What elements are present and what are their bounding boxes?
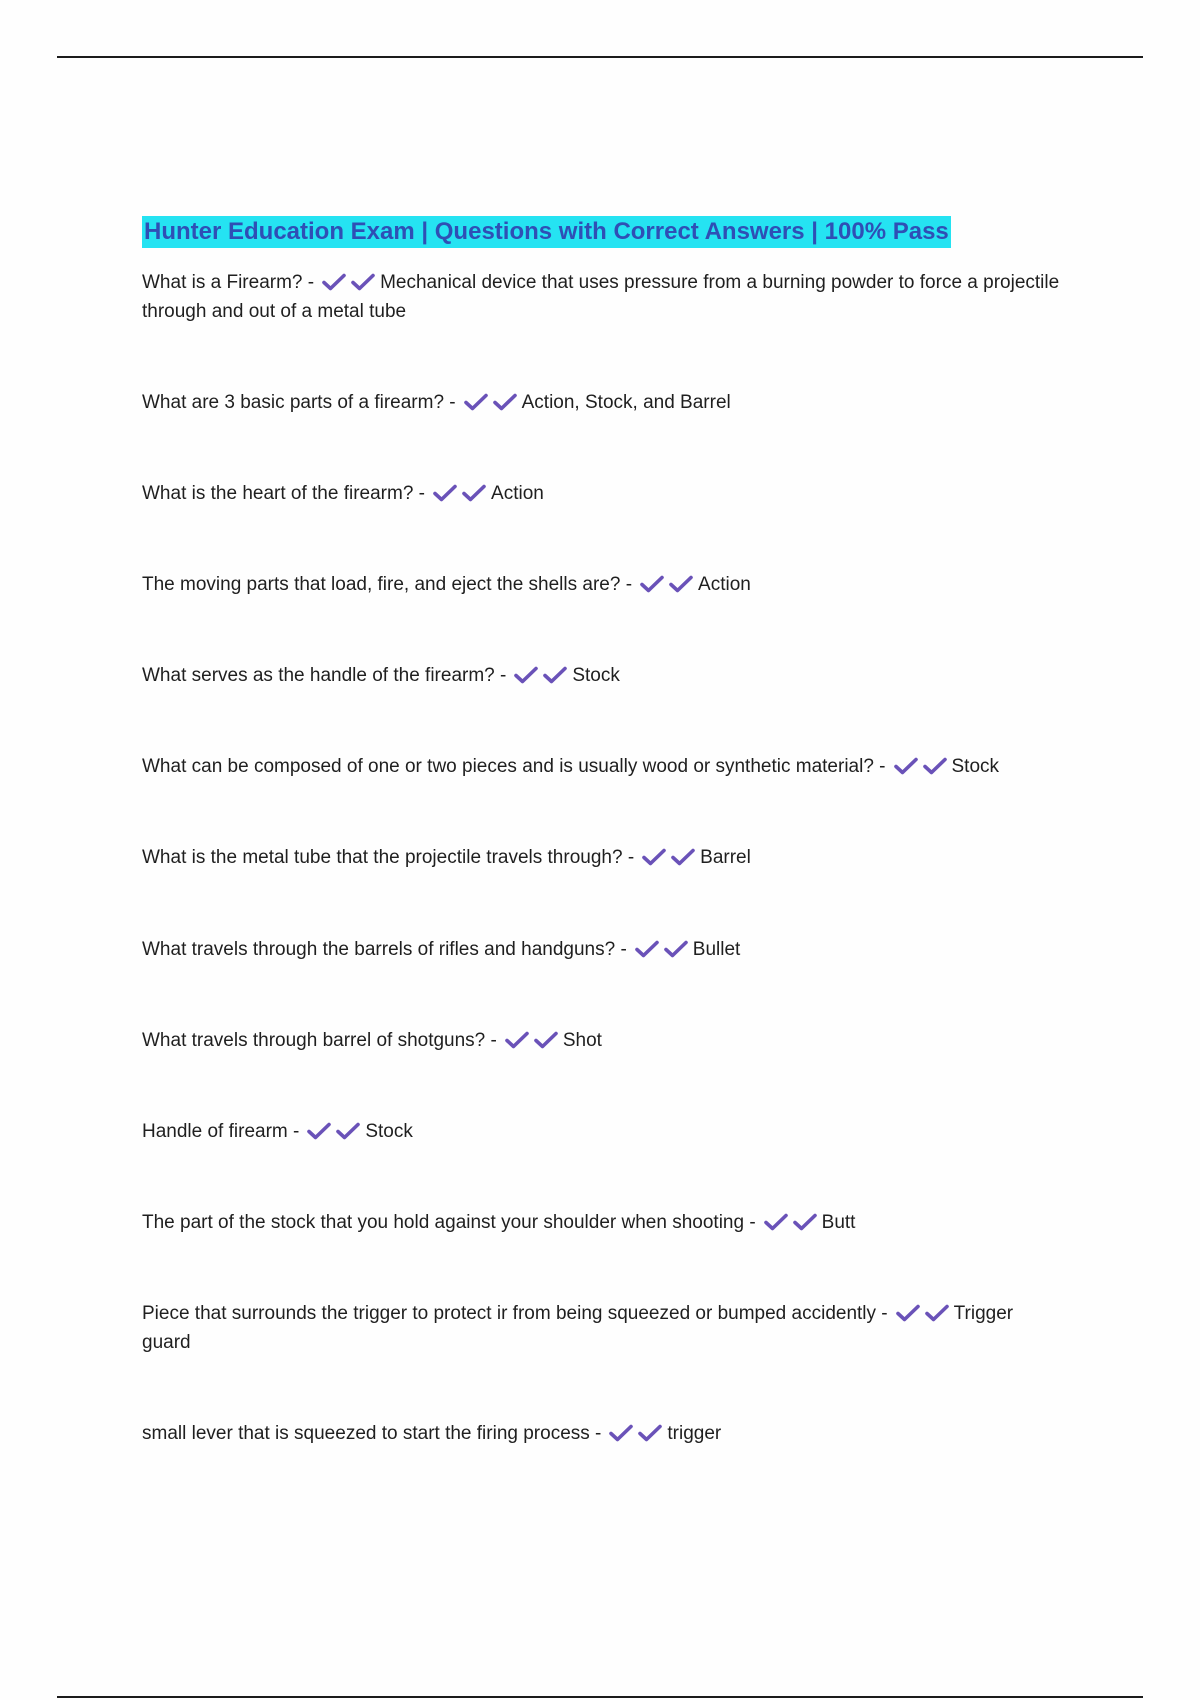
- qa-item: [142, 570, 1062, 599]
- top-rule: [57, 56, 1143, 58]
- answer-text: Stock: [572, 665, 620, 686]
- check-icon: [336, 1122, 360, 1140]
- qa-item: [142, 1026, 1062, 1055]
- answer-text: Stock: [951, 756, 1000, 777]
- bottom-rule: [57, 1696, 1143, 1698]
- question-text: What is a Firearm? -: [142, 272, 315, 293]
- check-icon: [514, 666, 538, 684]
- answer-text: Action, Stock, and Barrel: [521, 392, 731, 413]
- qa-item: [142, 1299, 1062, 1357]
- qa-item: [142, 1208, 1062, 1237]
- question-text: The part of the stock that you hold against your shoulder when shooting -: [142, 1212, 756, 1233]
- answer-text: Action: [698, 574, 751, 595]
- question-text: What is the metal tube that the projectile travels through? -: [142, 847, 635, 868]
- answer-text: Stock: [365, 1121, 413, 1142]
- question-text: What can be composed of one or two pieces and is usually wood or synthetic material? -: [142, 756, 886, 777]
- question-text: Piece that surrounds the trigger to protect ir from being squeezed or bumped accidently -: [142, 1303, 888, 1324]
- check-icon: [896, 1304, 920, 1322]
- qa-item: [142, 1117, 1062, 1146]
- check-icon: [635, 940, 659, 958]
- question-text: What is the heart of the firearm? -: [142, 483, 426, 504]
- question-text: What travels through the barrels of rifles and handguns? -: [142, 939, 627, 960]
- check-icon: [640, 575, 664, 593]
- check-icon: [543, 666, 567, 684]
- check-icon: [433, 484, 457, 502]
- check-icon: [664, 940, 688, 958]
- check-icon: [894, 757, 918, 775]
- check-icon: [923, 757, 947, 775]
- check-icon: [671, 848, 695, 866]
- check-icon: [307, 1122, 331, 1140]
- question-text: What travels through barrel of shotguns? -: [142, 1030, 497, 1051]
- question-text: Handle of firearm -: [142, 1121, 300, 1142]
- qa-item: [142, 388, 1062, 417]
- check-icon: [642, 848, 666, 866]
- answer-text: Action: [491, 483, 544, 504]
- qa-item: [142, 935, 1062, 964]
- qa-item: [142, 843, 1062, 872]
- check-icon: [351, 273, 375, 291]
- check-icon: [322, 273, 346, 291]
- document-title: Hunter Education Exam | Questions with Correct Answers | 100% Pass: [142, 216, 951, 248]
- check-icon: [638, 1424, 662, 1442]
- question-text: What serves as the handle of the firearm? -: [142, 665, 507, 686]
- qa-item: [142, 661, 1062, 690]
- check-icon: [505, 1031, 529, 1049]
- question-text: The moving parts that load, fire, and eject the shells are? -: [142, 574, 633, 595]
- answer-text: Mechanical device that uses pressure from a burning powder to force a projectile through and out of a metal tube: [142, 272, 1060, 322]
- check-icon: [493, 393, 517, 411]
- check-icon: [793, 1213, 817, 1231]
- check-icon: [609, 1424, 633, 1442]
- question-text: small lever that is squeezed to start the firing process -: [142, 1423, 602, 1444]
- check-icon: [925, 1304, 949, 1322]
- check-icon: [534, 1031, 558, 1049]
- check-icon: [464, 393, 488, 411]
- question-text: What are 3 basic parts of a firearm? -: [142, 392, 456, 413]
- check-icon: [764, 1213, 788, 1231]
- answer-text: Barrel: [700, 847, 751, 868]
- answer-text: Trigger guard: [142, 1303, 1014, 1353]
- answer-text: Shot: [562, 1030, 602, 1051]
- check-icon: [669, 575, 693, 593]
- qa-item: [142, 268, 1062, 326]
- qa-item: [142, 479, 1062, 508]
- answer-text: Bullet: [692, 939, 741, 960]
- qa-item: [142, 1419, 1062, 1448]
- check-icon: [462, 484, 486, 502]
- qa-item: [142, 752, 1062, 781]
- answer-text: trigger: [667, 1423, 722, 1444]
- answer-text: Butt: [821, 1212, 856, 1233]
